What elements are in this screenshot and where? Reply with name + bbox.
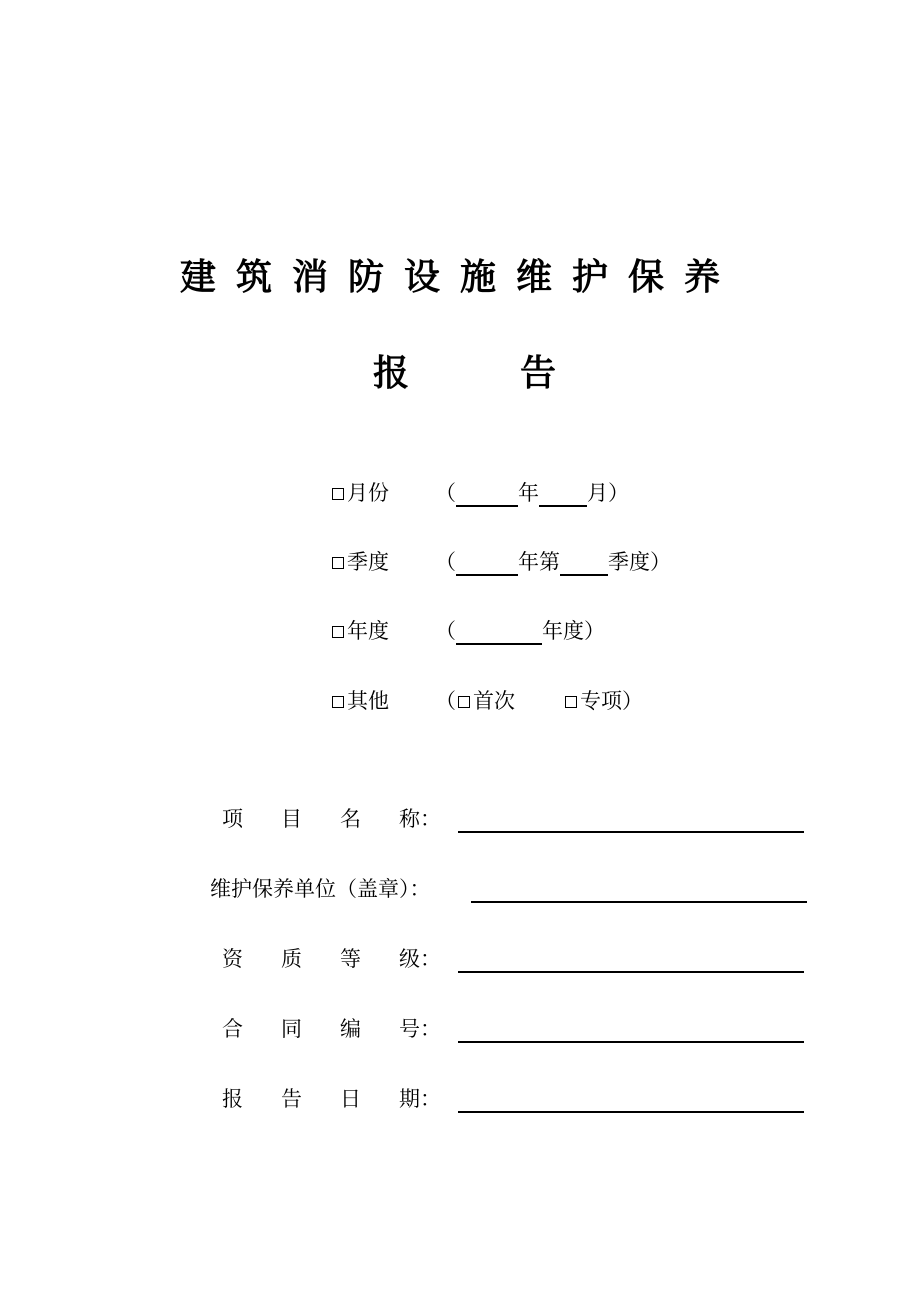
special-checkbox[interactable] [565, 696, 577, 708]
quarterly-year-blank[interactable] [456, 552, 518, 576]
contract-no-input-line[interactable] [458, 1041, 804, 1043]
monthly-open-paren: （ [435, 481, 456, 505]
maintenance-unit-input-line[interactable] [471, 901, 807, 903]
annual-open-paren: （ [435, 619, 456, 643]
field-contract-no [222, 1015, 804, 1045]
field-qualification [222, 945, 804, 975]
field-maintenance-unit [210, 875, 807, 905]
quarterly-quarter-blank[interactable] [560, 552, 608, 576]
option-quarterly [330, 548, 671, 576]
report-date-input-line[interactable] [458, 1111, 804, 1113]
first-checkbox[interactable] [458, 696, 470, 708]
monthly-year-blank[interactable] [456, 483, 518, 507]
monthly-checkbox[interactable] [332, 488, 344, 500]
option-monthly [330, 479, 629, 507]
annual-label: 年度 [347, 619, 389, 643]
quarterly-checkbox[interactable] [332, 557, 344, 569]
subtitle-char-2: 告 [520, 353, 557, 394]
report-date-label: 报告日期： [222, 1087, 441, 1111]
page-title: 建筑消防设施维护保养 [179, 257, 740, 298]
qualification-input-line[interactable] [458, 971, 804, 973]
annual-year-text: 年度） [542, 619, 605, 643]
page-subtitle [370, 352, 570, 396]
maintenance-unit-label: 维护保养单位（盖章）： [210, 877, 431, 901]
quarterly-year-text: 年第 [518, 550, 560, 574]
annual-checkbox[interactable] [332, 626, 344, 638]
annual-year-blank[interactable] [456, 621, 542, 645]
monthly-label: 月份 [347, 481, 389, 505]
project-name-label: 项目名称： [222, 807, 441, 831]
option-annual [330, 617, 605, 645]
quarterly-open-paren: （ [435, 550, 456, 574]
quarterly-label: 季度 [347, 550, 389, 574]
monthly-year-text: 年 [518, 481, 539, 505]
contract-no-label: 合同编号： [222, 1017, 441, 1041]
project-name-input-line[interactable] [458, 831, 804, 833]
subtitle-char-1: 报 [373, 353, 410, 394]
option-other [330, 687, 643, 715]
quarterly-quarter-text: 季度） [608, 550, 671, 574]
field-report-date [222, 1085, 804, 1115]
other-checkbox[interactable] [332, 696, 344, 708]
field-project-name [222, 805, 804, 835]
monthly-month-text: 月） [587, 481, 629, 505]
first-label: 首次 [473, 689, 515, 713]
other-label: 其他 [347, 689, 389, 713]
other-open-paren: （ [435, 689, 456, 713]
qualification-label: 资质等级： [222, 947, 441, 971]
special-label: 专项） [580, 689, 643, 713]
monthly-month-blank[interactable] [539, 483, 587, 507]
